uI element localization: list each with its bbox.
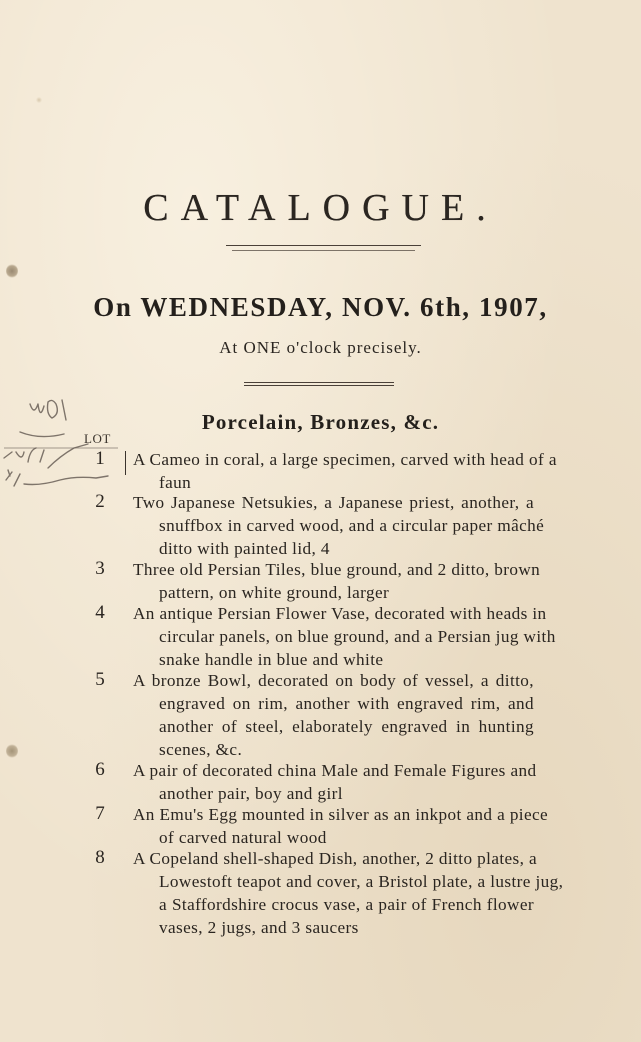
lot-description-line: another of steel, elaborately engraved in hunting	[159, 717, 534, 736]
lot-description-line: scenes, &c.	[159, 740, 243, 759]
lot-description-line: of carved natural wood	[159, 828, 327, 847]
lot-description-line: pattern, on white ground, larger	[159, 583, 390, 602]
lot-description-line: A Cameo in coral, a large specimen, carved with head of a	[133, 450, 557, 469]
lot-description-line: An Emu's Egg mounted in silver as an inkpot and a piece	[133, 805, 549, 824]
section-heading: Porcelain, Bronzes, &c.	[201, 410, 440, 434]
lot-number: 8	[95, 847, 105, 868]
lot-number: 5	[95, 669, 105, 690]
lot-number: 4	[95, 602, 105, 623]
lot-description-line: another pair, boy and girl	[159, 784, 343, 803]
lot-number: 1	[95, 448, 105, 469]
lot-description-line: a Staffordshire crocus vase, a pair of French flower	[159, 895, 534, 914]
lot-description-line: Three old Persian Tiles, blue ground, and 2 ditto, brown	[133, 560, 541, 579]
lot-number: 7	[95, 803, 105, 824]
sale-dateline: On WEDNESDAY, NOV. 6th, 1907,	[93, 292, 548, 322]
title-underline-short	[232, 250, 415, 251]
lot-description-line: A pair of decorated china Male and Female Figures and	[133, 761, 537, 780]
lot-column-heading: LOT	[84, 431, 111, 446]
lot-description-line: engraved on rim, another with engraved rim, and	[159, 694, 534, 713]
lot-description-line: snake handle in blue and white	[159, 650, 384, 669]
dateline-rule	[244, 382, 394, 386]
sale-time: At ONE o'clock precisely.	[219, 338, 422, 357]
lot-description-line: circular panels, on blue ground, and a Persian jug with	[159, 627, 556, 646]
lot-description-line: ditto with painted lid, 4	[159, 539, 330, 558]
lot-number: 6	[95, 759, 105, 780]
lot-1-pencil-bar	[125, 451, 126, 475]
lot-description-line: An antique Persian Flower Vase, decorated with heads in	[133, 604, 547, 623]
lot-description-line: A bronze Bowl, decorated on body of vessel, a ditto,	[133, 671, 534, 690]
lot-number: 2	[95, 491, 105, 512]
lot-number: 3	[95, 558, 105, 579]
lot-description-line: snuffbox in carved wood, and a circular paper mâché	[159, 516, 545, 535]
lot-description-line: Two Japanese Netsukies, a Japanese priest, another, a	[133, 493, 534, 512]
lot-description-line: faun	[159, 473, 192, 492]
title-underline	[226, 245, 421, 246]
lot-description-line: Lowestoft teapot and cover, a Bristol plate, a lustre jug,	[159, 872, 564, 891]
lot-description-line: A Copeland shell-shaped Dish, another, 2 ditto plates, a	[133, 849, 538, 868]
catalogue-title: CATALOGUE.	[143, 187, 498, 229]
lot-description-line: vases, 2 jugs, and 3 saucers	[159, 918, 359, 937]
